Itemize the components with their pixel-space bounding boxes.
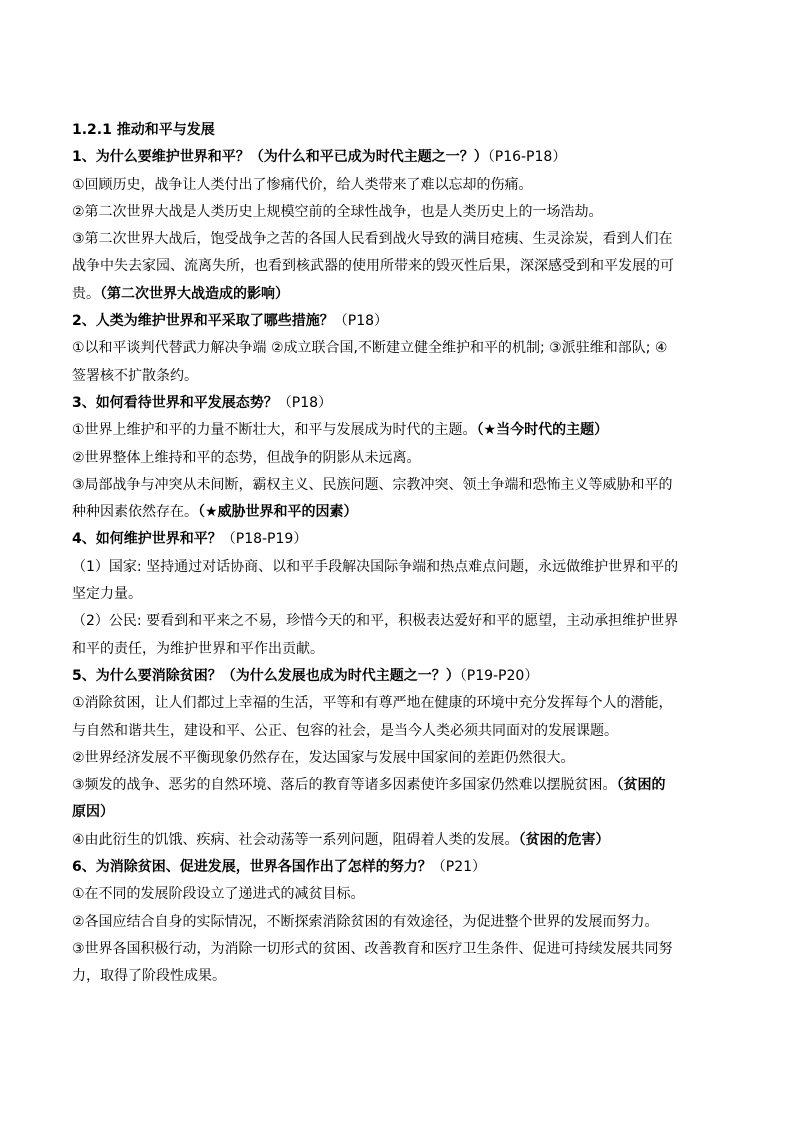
question-4-title: 4、如何维护世界和平？	[72, 531, 222, 548]
q5-point-4-note: （贫困的危害）	[518, 831, 610, 848]
q3-point-1-text: ①世界上维护和平的力量不断壮大，和平与发展成为时代的主题。	[72, 422, 477, 439]
question-1-heading	[72, 144, 724, 171]
q3-point-2: ②世界整体上维持和平的态势，但战争的阴影从未远离。	[72, 449, 421, 466]
question-5-page-ref: （P19-P20）	[459, 667, 539, 684]
document-page	[72, 117, 724, 991]
question-1-title: 1、为什么要维护世界和平？（为什么和平已成为时代主题之一？）	[72, 149, 488, 166]
q5-point-4	[72, 827, 724, 854]
question-3-page-ref: （P18）	[277, 394, 333, 411]
q1-point-2: ②第二次世界大战是人类历史上规模空前的全球性战争，也是人类历史上的一场浩劫。	[72, 203, 603, 220]
q2-point-1-line-2: 签署核不扩散条约。	[72, 367, 198, 384]
q6-point-3-line-1: ③世界各国积极行动，为消除一切形式的贫困、改善教育和医疗卫生条件、促进可持续发展共同努	[72, 940, 673, 957]
q3-point-3-line-2	[72, 499, 724, 526]
section-title: 1.2.1 推动和平与发展	[72, 122, 215, 138]
question-4-heading	[72, 526, 724, 553]
question-1-page-ref: （P16-P18）	[487, 149, 567, 166]
q4-point-1-line-2: 坚定力量。	[72, 586, 142, 603]
question-5-heading	[72, 663, 724, 690]
q1-point-3-note: （第二次世界大战造成的影响）	[100, 285, 289, 302]
question-4-page-ref: （P18-P19）	[221, 531, 308, 548]
question-5-title: 5、为什么要消除贫困？（为什么发展也成为时代主题之一？）	[72, 667, 460, 684]
question-6-heading	[72, 854, 724, 881]
question-6-title: 6、为消除贫困、促进发展，世界各国作出了怎样的努力？	[72, 859, 432, 876]
q3-point-3-text: 种种因素依然存在。	[72, 504, 198, 521]
q1-point-3-line-2: 战争中失去家园、流离失所，也看到核武器的使用所带来的毁灭性后果，深深感受到和平发展的可	[72, 258, 674, 275]
q3-point-3-note: （★威胁世界和平的因素）	[198, 504, 358, 521]
q5-point-3-text: ③频发的战争、恶劣的自然环境、落后的教育等诸多因素使许多国家仍然难以摆脱贫困。	[72, 777, 617, 794]
q5-point-1-line-2: 与自然和谐共生，建设和平、公正、包容的社会，是当今人类必须共同面对的发展课题。	[72, 722, 618, 739]
q6-point-2: ②各国应结合自身的实际情况，不断探索消除贫困的有效途径，为促进整个世界的发展而努力。	[72, 913, 659, 930]
question-2-title: 2、人类为维护世界和平采取了哪些措施？	[72, 313, 334, 330]
q5-point-1-line-1: ①消除贫困，让人们都过上幸福的生活，平等和有尊严地在健康的环境中充分发挥每个人的潜能，	[72, 695, 673, 712]
q2-point-1-line-1: ①以和平谈判代替武力解决争端 ②成立联合国,不断建立健全维护和平的机制; ③派驻维和部队; ④	[72, 340, 668, 357]
q5-point-2: ②世界经济发展不平衡现象仍然存在，发达国家与发展中国家间的差距仍然很大。	[72, 749, 575, 766]
question-3-heading	[72, 390, 724, 417]
q4-point-2-line-1: （2）公民: 要看到和平来之不易，珍惜今天的和平，积极表达爱好和平的愿望，主动承担维护世界	[72, 613, 679, 630]
q5-point-3-line-1	[72, 772, 724, 799]
q5-point-4-text: ④由此衍生的饥饿、疾病、社会动荡等一系列问题，阻碍着人类的发展。	[72, 831, 519, 848]
q5-point-3-line-2: 原因）	[72, 804, 114, 821]
q5-point-3-note: （贫困的	[616, 777, 666, 794]
q4-point-2-line-2: 和平的责任，为维护世界和平作出贡献。	[72, 640, 324, 657]
question-2-page-ref: （P18）	[333, 313, 389, 330]
q1-point-3-line-3	[72, 281, 724, 308]
question-6-page-ref: （P21）	[431, 859, 487, 876]
q1-point-3-text: 贵。	[72, 285, 100, 302]
q1-point-3-line-1: ③第二次世界大战后，饱受战争之苦的各国人民看到战火导致的满目疮痍、生灵涂炭，看到人们在	[72, 231, 673, 248]
question-2-heading	[72, 308, 724, 335]
q6-point-1: ①在不同的发展阶段设立了递进式的减贫目标。	[72, 886, 365, 903]
q4-point-1-line-1: （1）国家: 坚持通过对话协商、以和平手段解决国际争端和热点难点问题，永远做维护世界和平的	[72, 558, 679, 575]
q3-point-1	[72, 417, 724, 444]
q3-point-3-line-1: ③局部战争与冲突从未间断，霸权主义、民族问题、宗教冲突、领土争端和恐怖主义等威胁和平的	[72, 476, 673, 493]
question-3-title: 3、如何看待世界和平发展态势？	[72, 394, 278, 411]
q1-point-1: ①回顾历史，战争让人类付出了惨痛代价，给人类带来了难以忘却的伤痛。	[72, 176, 533, 193]
q3-point-1-note: （★当今时代的主题）	[476, 422, 609, 439]
q6-point-3-line-2: 力，取得了阶段性成果。	[72, 968, 226, 985]
